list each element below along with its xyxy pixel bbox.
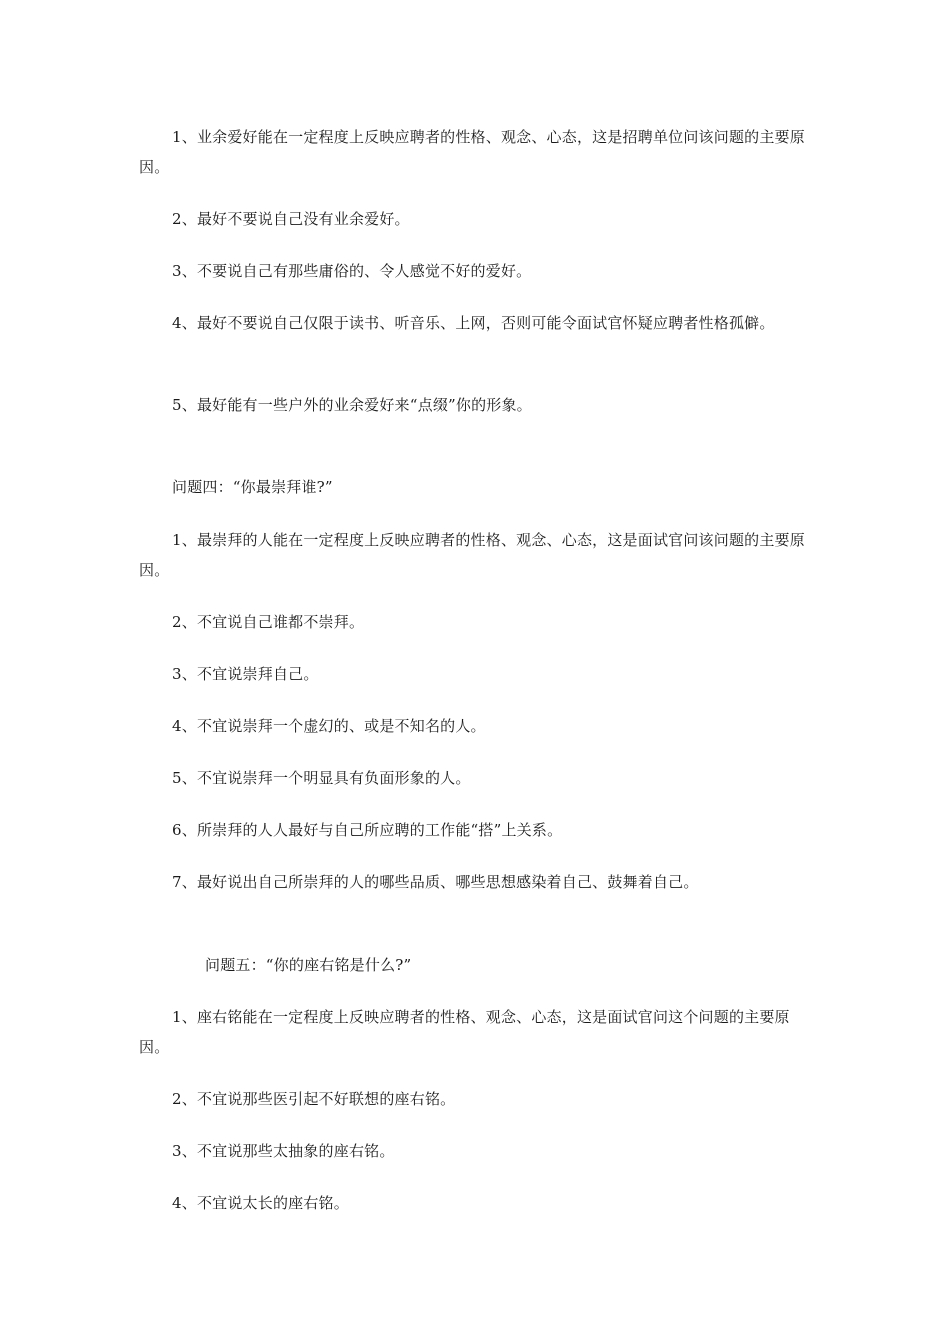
hobbies-item-5: 5、最好能有一些户外的业余爱好来“点缀”你的形象。: [172, 396, 532, 414]
admire-item-7: 7、最好说出自己所崇拜的人的哪些品质、哪些思想感染着自己、鼓舞着自己。: [172, 873, 699, 891]
hobbies-item-3: 3、不要说自己有那些庸俗的、令人感觉不好的爱好。: [172, 262, 532, 280]
hobbies-item-4: 4、最好不要说自己仅限于读书、听音乐、上网，否则可能令面试官怀疑应聘者性格孤僻。: [172, 314, 775, 332]
motto-item-1: 1、座右铭能在一定程度上反映应聘者的性格、观念、心态，这是面试官问这个问题的主要原因。: [139, 1008, 790, 1056]
admire-item-2: 2、不宜说自己谁都不崇拜。: [172, 613, 365, 631]
admire-item-4: 4、不宜说崇拜一个虚幻的、或是不知名的人。: [172, 717, 486, 735]
admire-item-3: 3、不宜说崇拜自己。: [172, 665, 319, 683]
motto-item-2: 2、不宜说那些医引起不好联想的座右铭。: [172, 1090, 456, 1108]
admire-item-5: 5、不宜说崇拜一个明显具有负面形象的人。: [172, 769, 471, 787]
hobbies-item-1: 1、业余爱好能在一定程度上反映应聘者的性格、观念、心态，这是招聘单位问该问题的主要原因。: [139, 128, 805, 176]
admire-item-6: 6、所崇拜的人人最好与自己所应聘的工作能“搭”上关系。: [172, 821, 563, 839]
question-five-heading: 问题五：“你的座右铭是什么?”: [205, 956, 412, 974]
motto-item-4: 4、不宜说太长的座右铭。: [172, 1194, 349, 1212]
hobbies-item-2: 2、最好不要说自己没有业余爱好。: [172, 210, 410, 228]
question-four-heading: 问题四：“你最崇拜谁?”: [172, 478, 333, 496]
admire-item-1: 1、最崇拜的人能在一定程度上反映应聘者的性格、观念、心态，这是面试官问该问题的主要原因。: [139, 531, 805, 579]
motto-item-3: 3、不宜说那些太抽象的座右铭。: [172, 1142, 395, 1160]
